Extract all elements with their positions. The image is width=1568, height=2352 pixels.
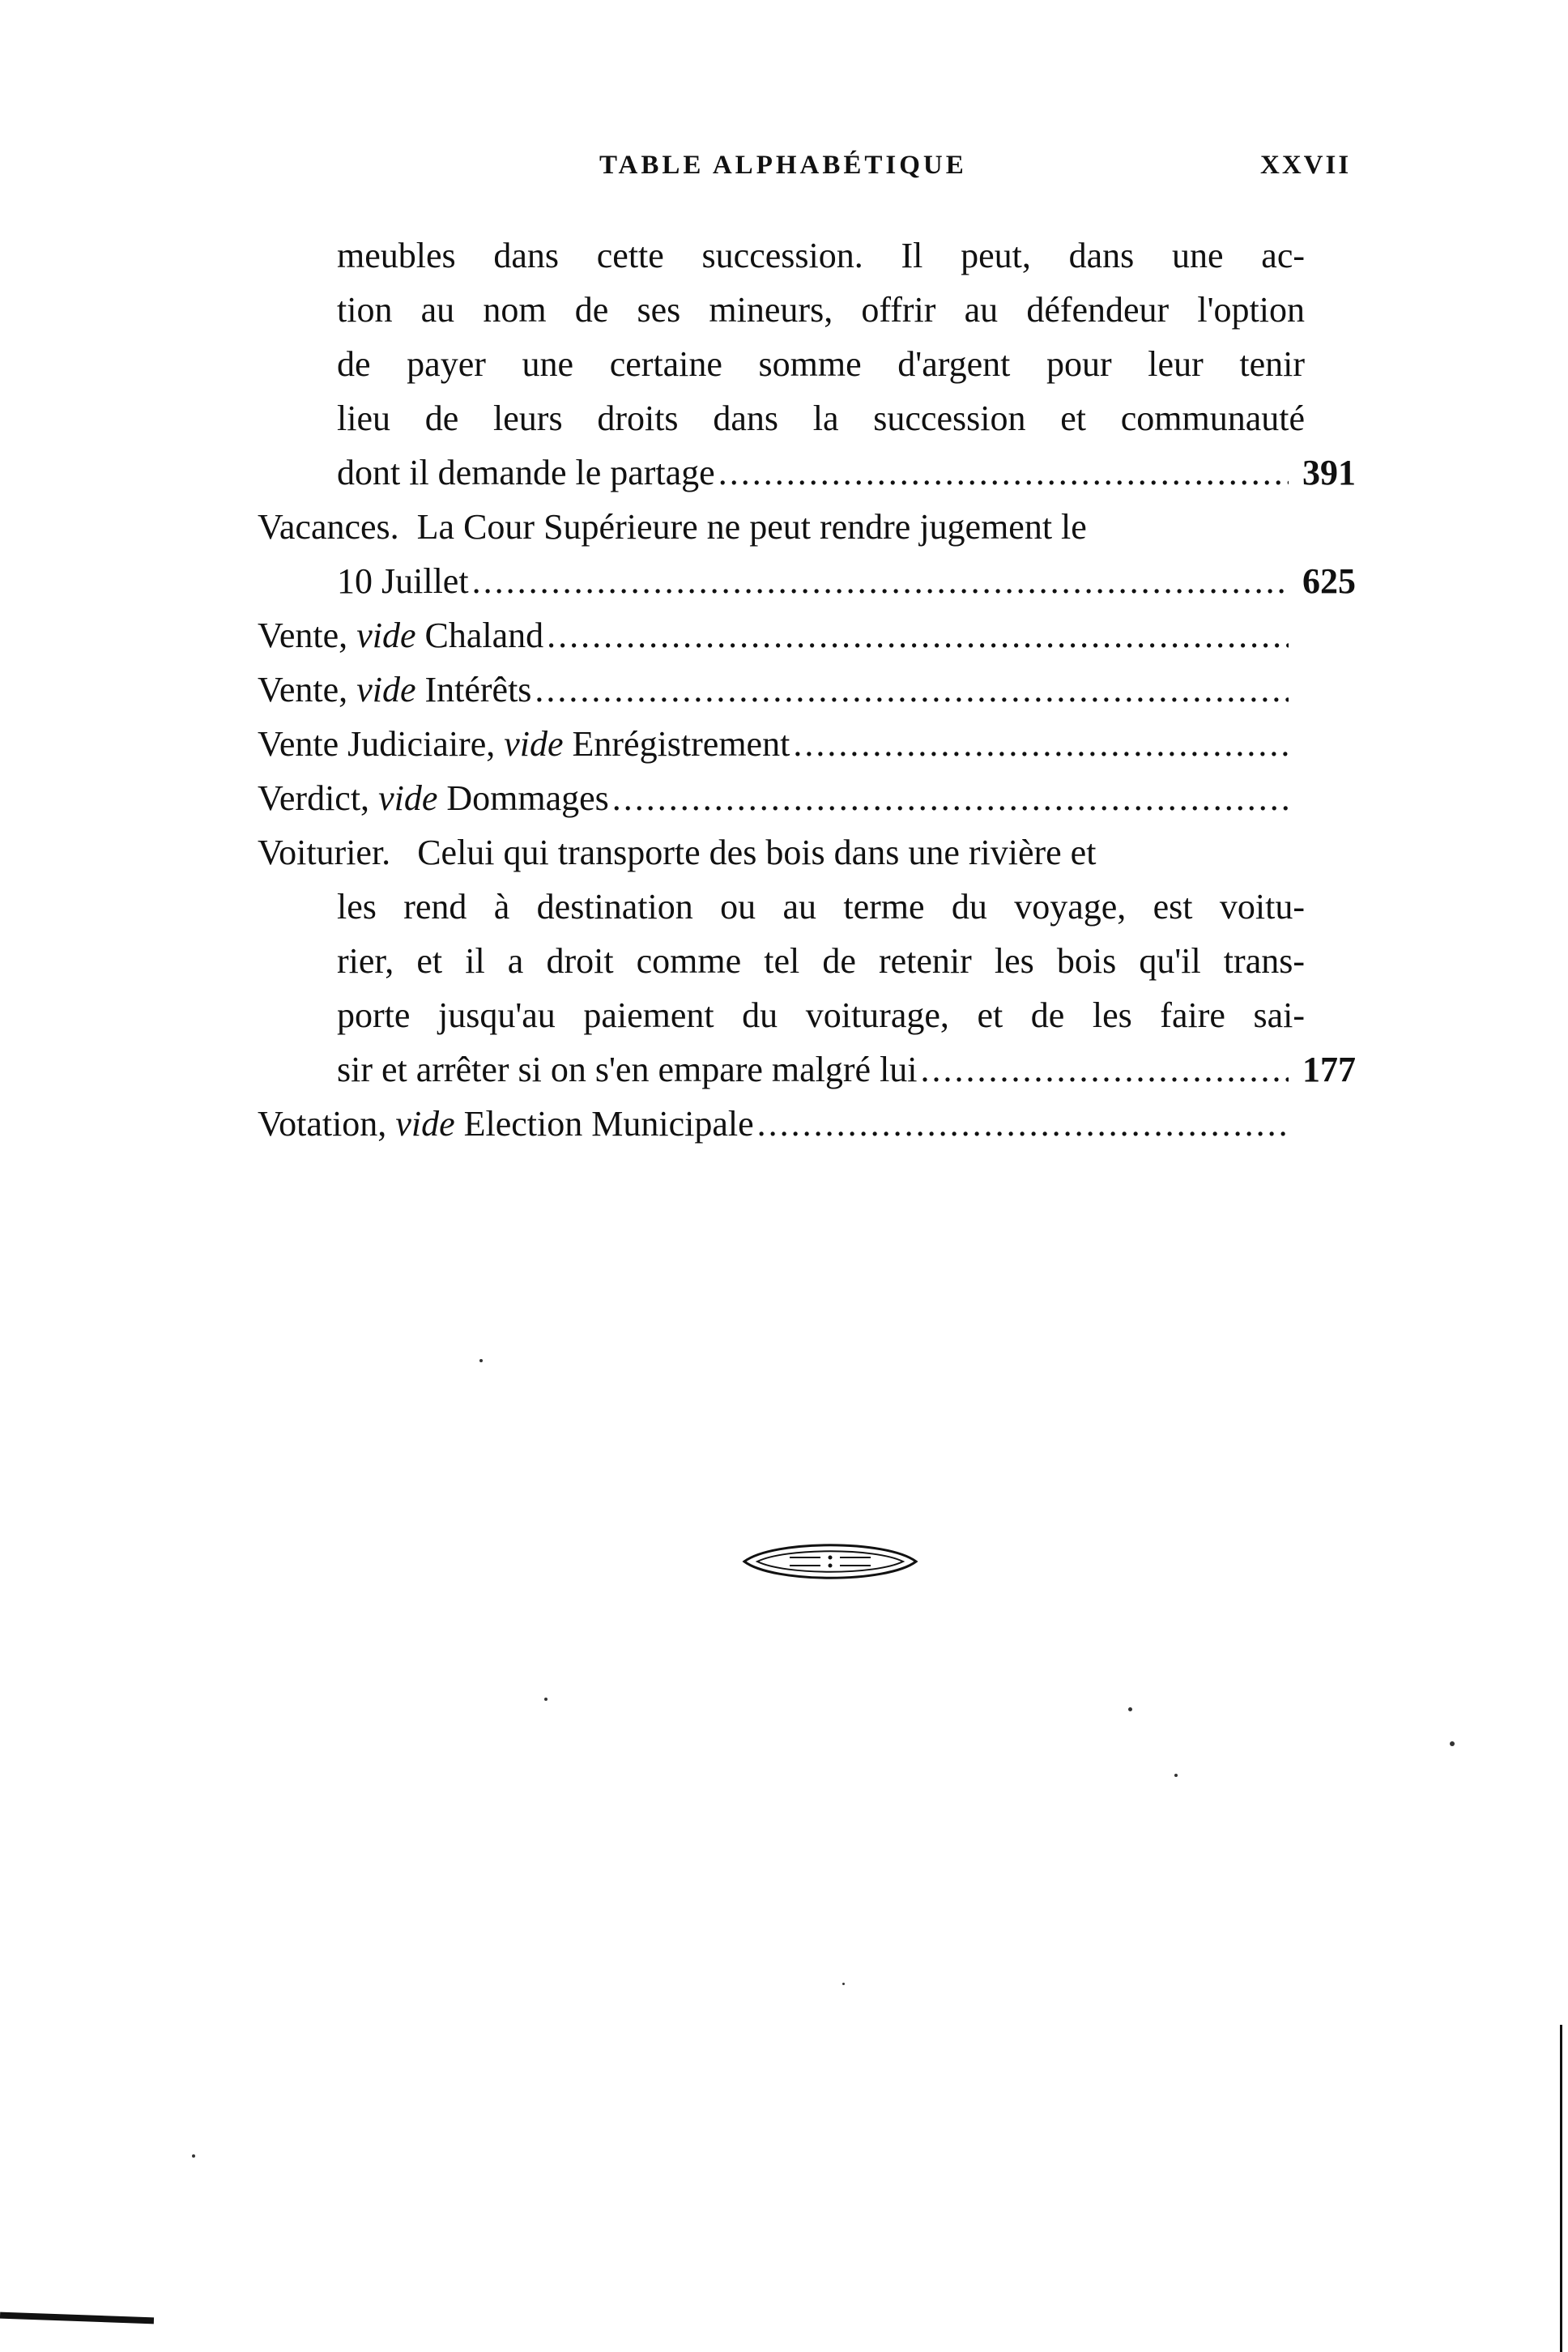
entry-line-last: 10 Juillet ..... 625 bbox=[258, 554, 1292, 608]
entry-line-last: sir et arrêter si on s'en empare malgré lui ..... 177 bbox=[258, 1042, 1292, 1097]
running-title: TABLE ALPHABÉTIQUE bbox=[599, 151, 967, 180]
entry-term: Vente Judiciaire, bbox=[258, 724, 496, 764]
index-entry-vacances bbox=[258, 500, 1387, 608]
entry-reference: Chaland bbox=[424, 616, 544, 655]
entry-reference: Enrégistrement bbox=[572, 724, 790, 764]
entry-term: Votation, bbox=[258, 1104, 387, 1144]
entry-line: de payer une certaine somme d'argent pour leur tenir bbox=[337, 344, 1305, 384]
scan-edge-mark bbox=[1560, 2025, 1562, 2352]
scan-speck bbox=[479, 1359, 483, 1362]
dot-leader bbox=[921, 1042, 1289, 1097]
dot-leader bbox=[757, 1097, 1289, 1151]
page-folio: XXVII bbox=[1260, 151, 1352, 180]
index-entry-vente-judiciaire: Vente Judiciaire, vide Enrégistrement ..... bbox=[258, 717, 1292, 771]
scan-speck bbox=[842, 1983, 845, 1985]
entry-line: porte jusqu'au paiement du voiturage, et de les faire sai- bbox=[337, 995, 1305, 1035]
entry-line: meubles dans cette succession. Il peut, dans une ac- bbox=[337, 236, 1305, 275]
scan-edge-mark bbox=[0, 2312, 154, 2324]
page-number: 625 bbox=[1302, 561, 1356, 601]
index-entry-continuation bbox=[258, 228, 1387, 500]
entry-line: les rend à destination ou au terme du voyage, est voitu- bbox=[337, 887, 1305, 927]
entry-line: tion au nom de ses mineurs, offrir au défendeur l'option bbox=[337, 290, 1305, 330]
entry-term: Vacances. bbox=[258, 507, 399, 547]
dot-leader bbox=[793, 717, 1289, 771]
page-number: 391 bbox=[1302, 453, 1356, 492]
dot-leader bbox=[612, 771, 1289, 825]
scan-speck bbox=[1174, 1774, 1178, 1777]
entry-line: rier, et il a droit comme tel de retenir les bois qu'il trans- bbox=[337, 941, 1305, 981]
index-entry-votation: Votation, vide Election Municipale ..... bbox=[258, 1097, 1292, 1151]
index-entry-verdict: Verdict, vide Dommages ..... bbox=[258, 771, 1292, 825]
dot-leader bbox=[547, 608, 1289, 663]
index-entry-voiturier bbox=[258, 825, 1387, 1097]
dot-leader bbox=[718, 445, 1289, 500]
entry-line: Voiturier. Celui qui transporte des bois dans une rivière et bbox=[258, 833, 1097, 872]
scan-speck bbox=[192, 2154, 195, 2158]
entry-term: Vente, bbox=[258, 616, 348, 655]
dot-leader bbox=[472, 554, 1289, 608]
entry-reference: Dommages bbox=[446, 778, 609, 818]
entry-line: lieu de leurs droits dans la succession et communauté bbox=[337, 398, 1305, 438]
tailpiece-ornament bbox=[741, 1533, 919, 1590]
dot-leader bbox=[535, 663, 1289, 717]
entry-term: Voiturier. bbox=[258, 833, 391, 872]
entry-line-last: dont il demande le partage ..... 391 bbox=[258, 445, 1292, 500]
entry-reference: Election Municipale bbox=[463, 1104, 754, 1144]
index-entry-vente-interets: Vente, vide Intérêts ..... bbox=[258, 663, 1292, 717]
entry-term: Vente, bbox=[258, 670, 348, 709]
alphabetical-index bbox=[258, 228, 1387, 1151]
entry-reference: Intérêts bbox=[424, 670, 532, 709]
page-number: 177 bbox=[1302, 1050, 1356, 1089]
scan-speck bbox=[544, 1698, 548, 1701]
scan-speck bbox=[1450, 1741, 1455, 1746]
scan-speck bbox=[1128, 1707, 1132, 1711]
running-head bbox=[0, 151, 1568, 199]
index-entry-vente-chaland: Vente, vide Chaland ..... bbox=[258, 608, 1292, 663]
entry-term: Verdict, bbox=[258, 778, 370, 818]
entry-line: Vacances. La Cour Supérieure ne peut rendre jugement le bbox=[258, 507, 1087, 547]
